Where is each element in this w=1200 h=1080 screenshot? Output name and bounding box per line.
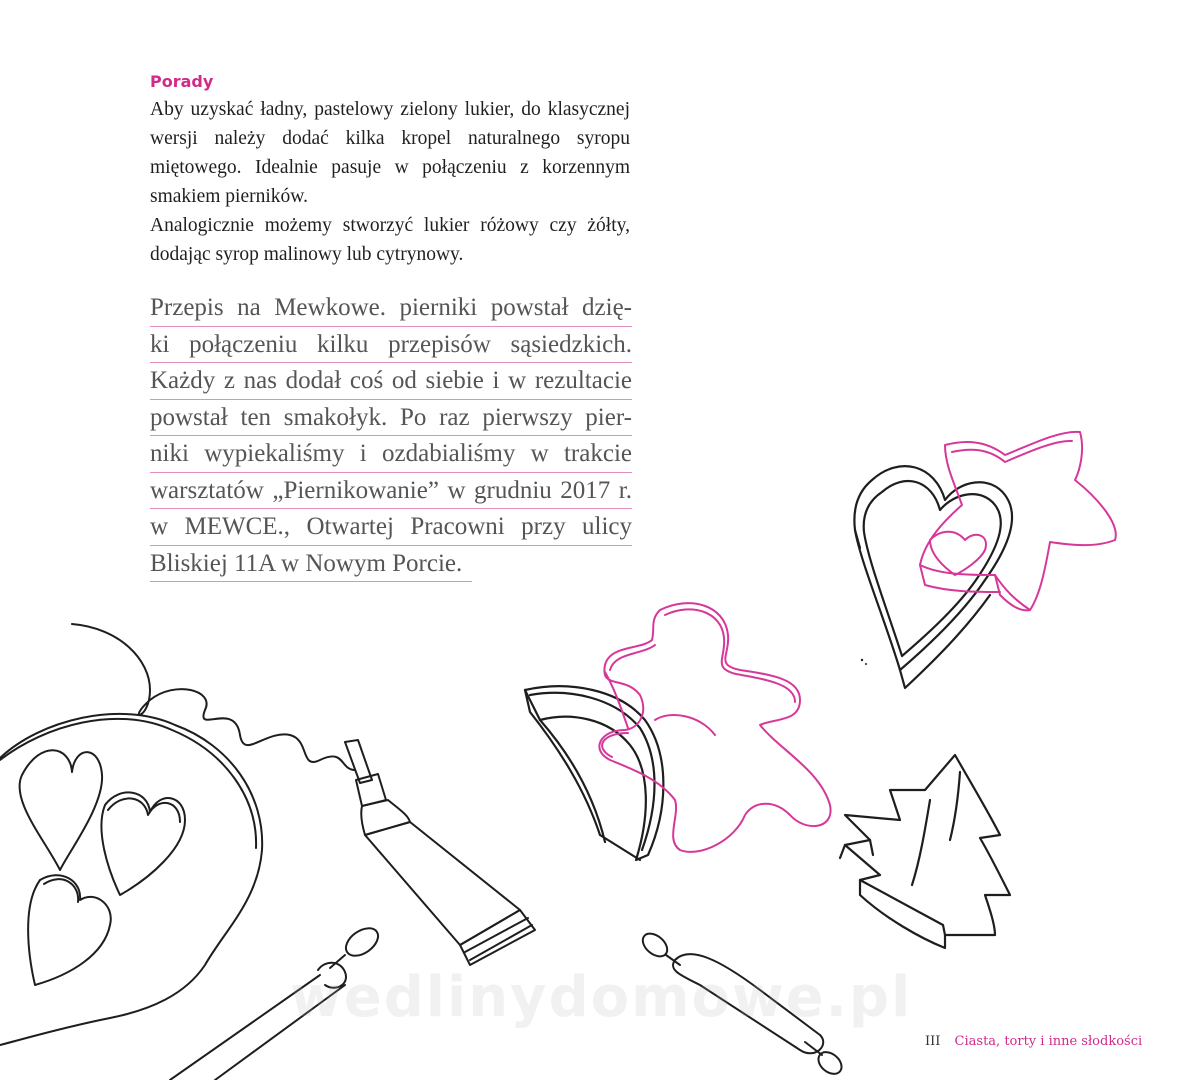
section-title: Ciasta, torty i inne słodkości: [954, 1034, 1143, 1049]
watermark: wedlinydomowe.pl: [290, 965, 913, 1030]
page-footer: [925, 1034, 1142, 1049]
heart-cutout-icon: [101, 792, 185, 895]
heart-cutout-icon: [28, 875, 111, 985]
page-number: III: [925, 1034, 941, 1049]
tips-section: [150, 72, 630, 269]
story-line: niki wypiekaliśmy i ozdabialiśmy w trakcie: [150, 436, 632, 473]
tree-cutter-icon: [840, 755, 1010, 948]
tips-paragraph-2: Analogicznie możemy stworzyć lukier różowy czy żółty, dodając syrop malinowy lub cytrynowy.: [150, 215, 630, 265]
tips-paragraph-1: Aby uzyskać ładny, pastelowy zielony lukier, do klasycznej wersji należy dodać kilka kropel naturalnego syropu miętowego. Idealnie pasuje w połączeniu z korzennym smakiem pierników.: [150, 99, 630, 207]
star-cutter-icon: [920, 432, 1116, 611]
story-line: ki połączeniu kilku przepisów sąsiedzkich.: [150, 327, 632, 364]
icing-tube-icon: [345, 740, 535, 965]
story-line: Przepis na Mewkowe. pierniki powstał dzię-: [150, 290, 632, 327]
story-line: Bliskiej 11A w Nowym Porcie.: [150, 546, 472, 583]
story-line: powstał ten smakołyk. Po raz pierwszy pier-: [150, 400, 632, 437]
story-line: w MEWCE., Otwartej Pracowni przy ulicy: [150, 509, 632, 546]
string-line-icon: [72, 624, 355, 770]
tips-heading: Porady: [150, 72, 214, 91]
story-line: Każdy z nas dodał coś od siebie i w rezultacie: [150, 363, 632, 400]
rolled-dough-icon: [0, 714, 262, 1045]
story-line: warsztatów „Piernikowanie” w grudniu 2017 r.: [150, 473, 632, 510]
gingerbread-man-cutter-icon: [599, 603, 830, 852]
heart-cutter-icon: [854, 466, 1012, 688]
heart-cutout-icon: [20, 750, 103, 870]
